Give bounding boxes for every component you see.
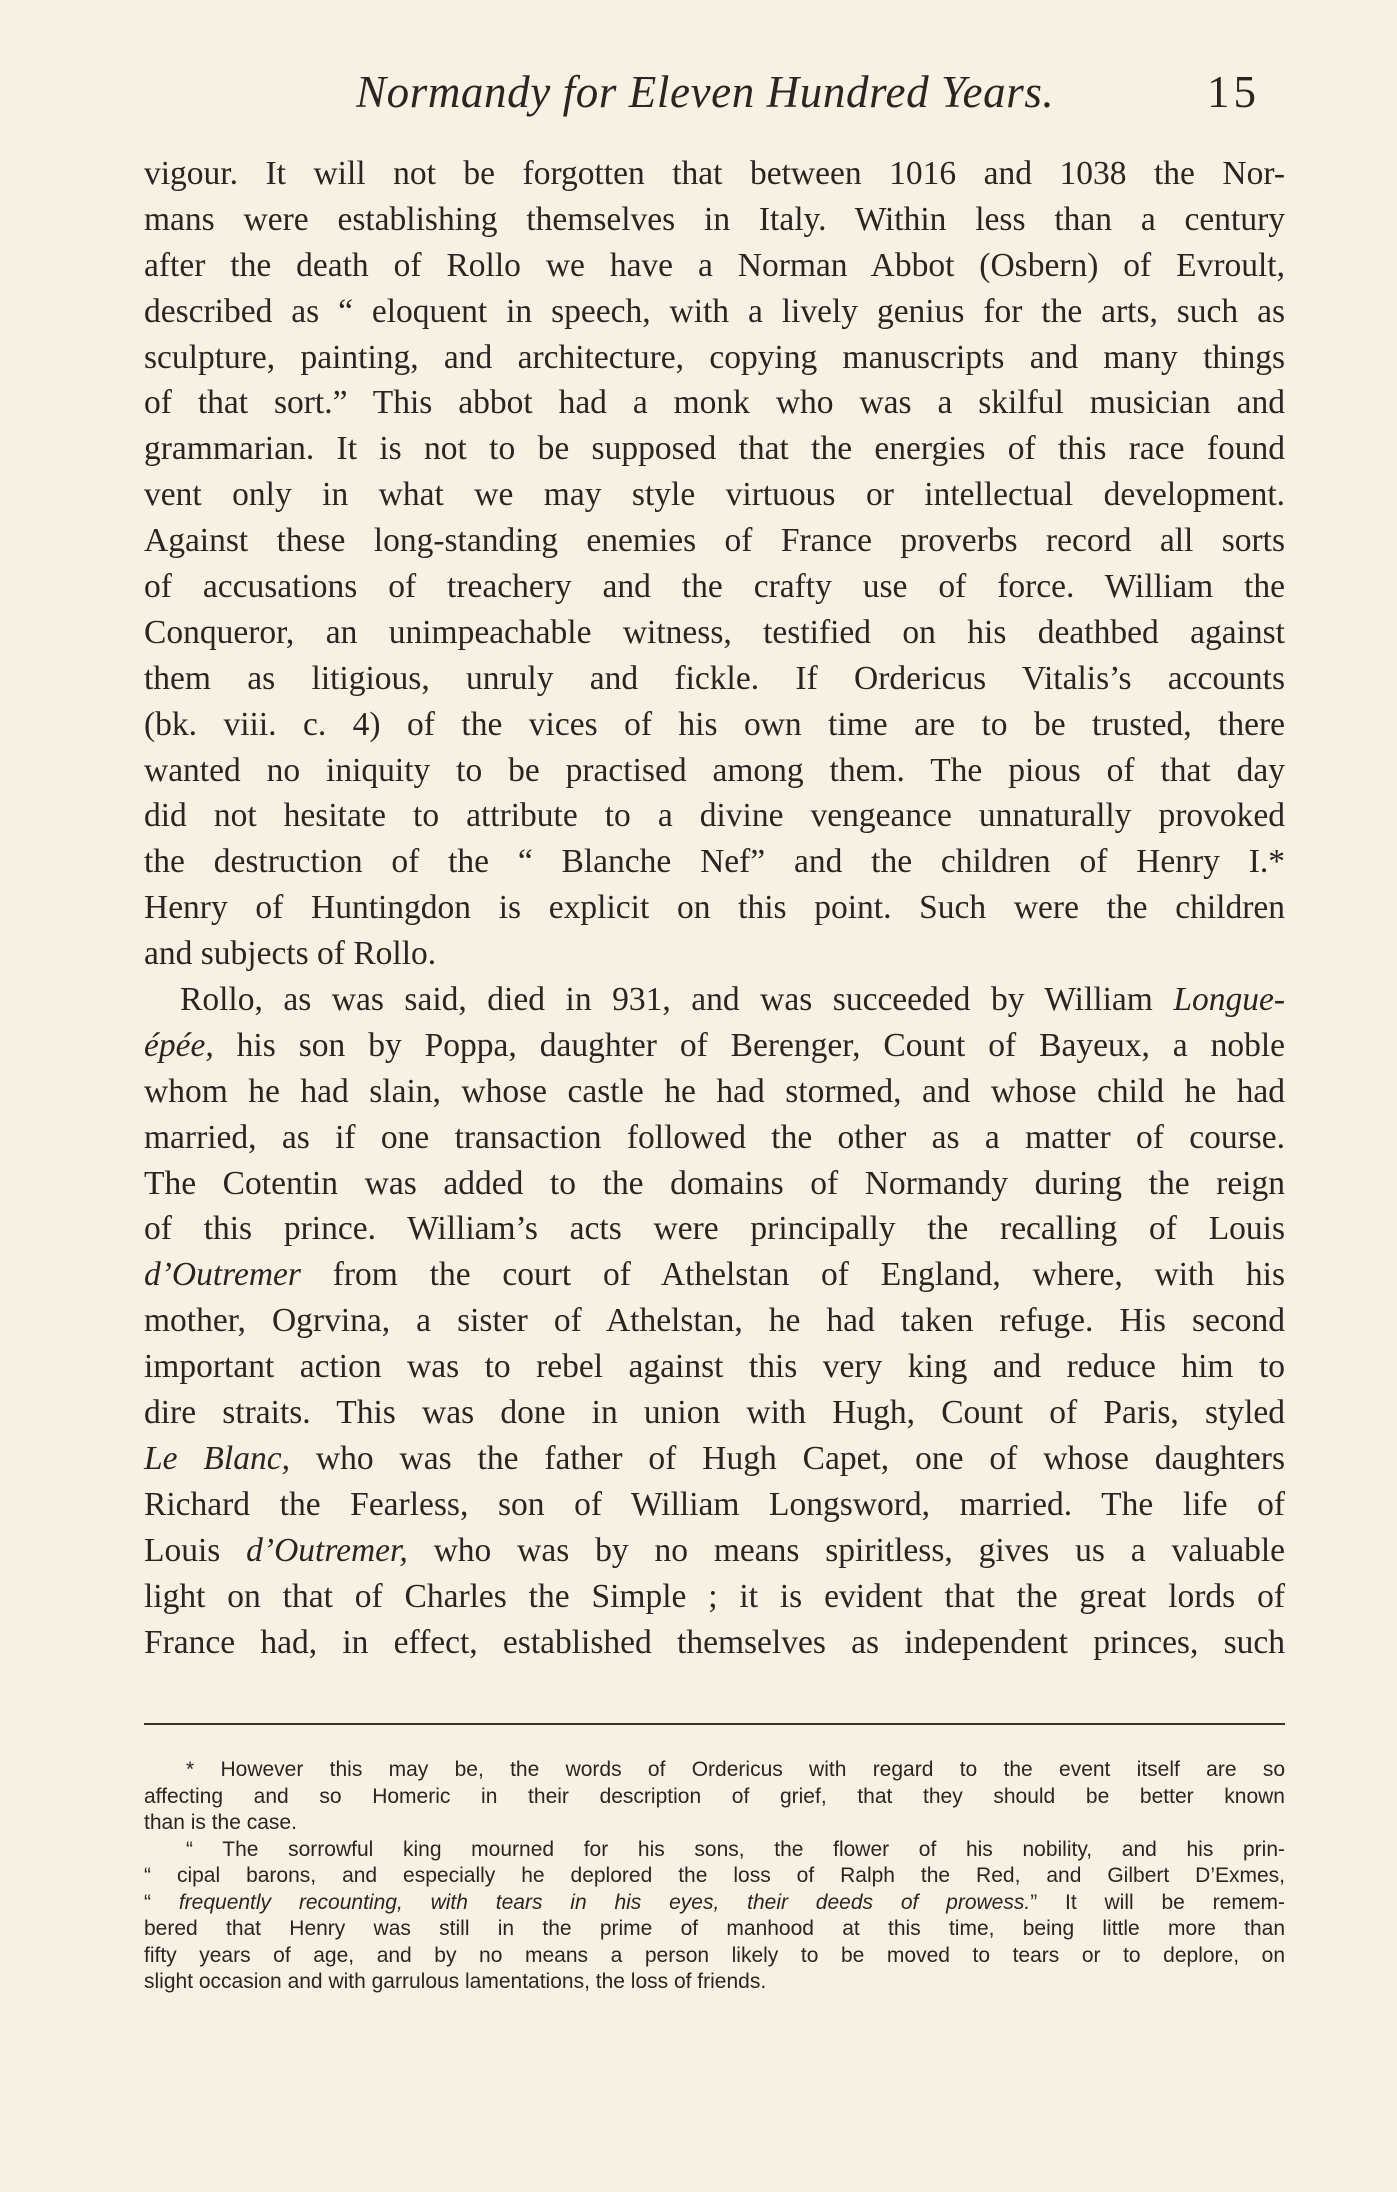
italic-run: frequently recounting, with tears in his eyes, their deeds of prowess. (178, 1890, 1031, 1914)
italic-run: d’Outremer (144, 1256, 301, 1294)
body-line: Henry of Huntingdon is explicit on this point. Such were the children (144, 889, 1285, 927)
body-line: wanted no iniquity to be practised among them. The pious of that day (144, 751, 1285, 789)
text-run: Louis (144, 1531, 247, 1569)
body-line: mans were establishing themselves in Italy. Within less than a century (144, 200, 1285, 238)
footnote-line: bered that Henry was still in the prime of manhood at this time, being little more than (144, 1917, 1285, 1940)
body-line: after the death of Rollo we have a Norman Abbot (Osbern) of Evroult, (144, 246, 1285, 284)
body-line: and subjects of Rollo. (144, 935, 437, 973)
footnote-line: than is the case. (144, 1811, 297, 1834)
body-line (144, 977, 1285, 1023)
body-line (144, 1436, 1285, 1482)
body-line (144, 1252, 1285, 1298)
italic-run: Longue- (1173, 981, 1285, 1019)
body-line: vent only in what we may style virtuous or intellectual development. (144, 476, 1285, 514)
body-text (144, 151, 1285, 1665)
text-run: “ (144, 1890, 179, 1914)
body-line: important action was to rebel against this very king and reduce him to (144, 1348, 1285, 1386)
body-line: them as litigious, unruly and fickle. If Ordericus Vitalis’s accounts (144, 659, 1285, 697)
body-line: did not hesitate to attribute to a divine vengeance unnaturally provoked (144, 797, 1285, 835)
text-run: his son by Poppa, daughter of Berenger, Count of Bayeux, a noble (213, 1026, 1285, 1064)
body-line: of this prince. William’s acts were principally the recalling of Louis (144, 1210, 1285, 1248)
body-line (144, 1023, 1285, 1069)
page-number: 15 (1207, 67, 1260, 117)
footnote-line: “ The sorrowful king mourned for his sons, the flower of his nobility, and his prin- (186, 1837, 1285, 1861)
body-line: dire straits. This was done in union with Hugh, Count of Paris, styled (144, 1394, 1285, 1432)
body-line: mother, Ogrvina, a sister of Athelstan, he had taken refuge. His second (144, 1302, 1285, 1340)
body-line: Richard the Fearless, son of William Longsword, married. The life of (144, 1485, 1285, 1523)
body-line (144, 1528, 1285, 1574)
body-line: Against these long-standing enemies of France proverbs record all sorts (144, 522, 1285, 560)
body-line: of that sort.” This abbot had a monk who was a skilful musician and (144, 384, 1285, 422)
body-line: vigour. It will not be forgotten that between 1016 and 1038 the Nor- (144, 155, 1285, 192)
footnote-divider (144, 1723, 1285, 1725)
text-run: who was by no means spiritless, gives us a valuable (407, 1531, 1286, 1569)
body-line: described as “ eloquent in speech, with a lively genius for the arts, such as (144, 292, 1285, 330)
text-run: from the court of Athelstan of England, where, with his (300, 1256, 1285, 1294)
footnote-line: fifty years of age, and by no means a person likely to be moved to tears or to deplore, on (144, 1943, 1285, 1967)
body-line: The Cotentin was added to the domains of Normandy during the reign (144, 1164, 1285, 1202)
running-title: Normandy for Eleven Hundred Years. (356, 67, 1055, 117)
body-line: sculpture, painting, and architecture, copying manuscripts and many things (144, 338, 1285, 376)
footnote-line: affecting and so Homeric in their description of grief, that they should be better known (144, 1784, 1285, 1808)
footnote-line: * However this may be, the words of Ordericus with regard to the event itself are so (186, 1758, 1285, 1781)
footnotes (144, 1757, 1285, 1996)
body-line: Conqueror, an unimpeachable witness, testified on his deathbed against (144, 613, 1285, 651)
body-line: the destruction of the “ Blanche Nef” and the children of Henry I.* (144, 843, 1285, 881)
body-line: France had, in effect, established themselves as independent princes, such (144, 1623, 1285, 1661)
body-line: (bk. viii. c. 4) of the vices of his own time are to be trusted, there (144, 705, 1285, 743)
body-line: married, as if one transaction followed the other as a matter of course. (144, 1118, 1285, 1156)
body-line: grammarian. It is not to be supposed that the energies of this race found (144, 430, 1285, 468)
running-head (356, 66, 1276, 126)
footnote-line: slight occasion and with garrulous lamentations, the loss of friends. (144, 1970, 767, 1993)
italic-run: épée, (144, 1026, 214, 1064)
body-line: whom he had slain, whose castle he had stormed, and whose child he had (144, 1072, 1285, 1110)
body-line: of accusations of treachery and the crafty use of force. William the (144, 568, 1285, 606)
text-run: Rollo, as was said, died in 931, and was succeeded by William (180, 981, 1174, 1019)
text-run: who was the father of Hugh Capet, one of whose daughters (289, 1439, 1285, 1477)
italic-run: Le Blanc, (144, 1439, 290, 1477)
body-line: light on that of Charles the Simple ; it is evident that the great lords of (144, 1577, 1285, 1615)
footnote-line: “ cipal barons, and especially he deplored the loss of Ralph the Red, and Gilbert D’Exmes, (144, 1864, 1285, 1887)
text-run: ” It will be remem- (1030, 1890, 1286, 1914)
footnote-line (144, 1890, 1285, 1917)
italic-run: d’Outremer, (246, 1531, 408, 1569)
